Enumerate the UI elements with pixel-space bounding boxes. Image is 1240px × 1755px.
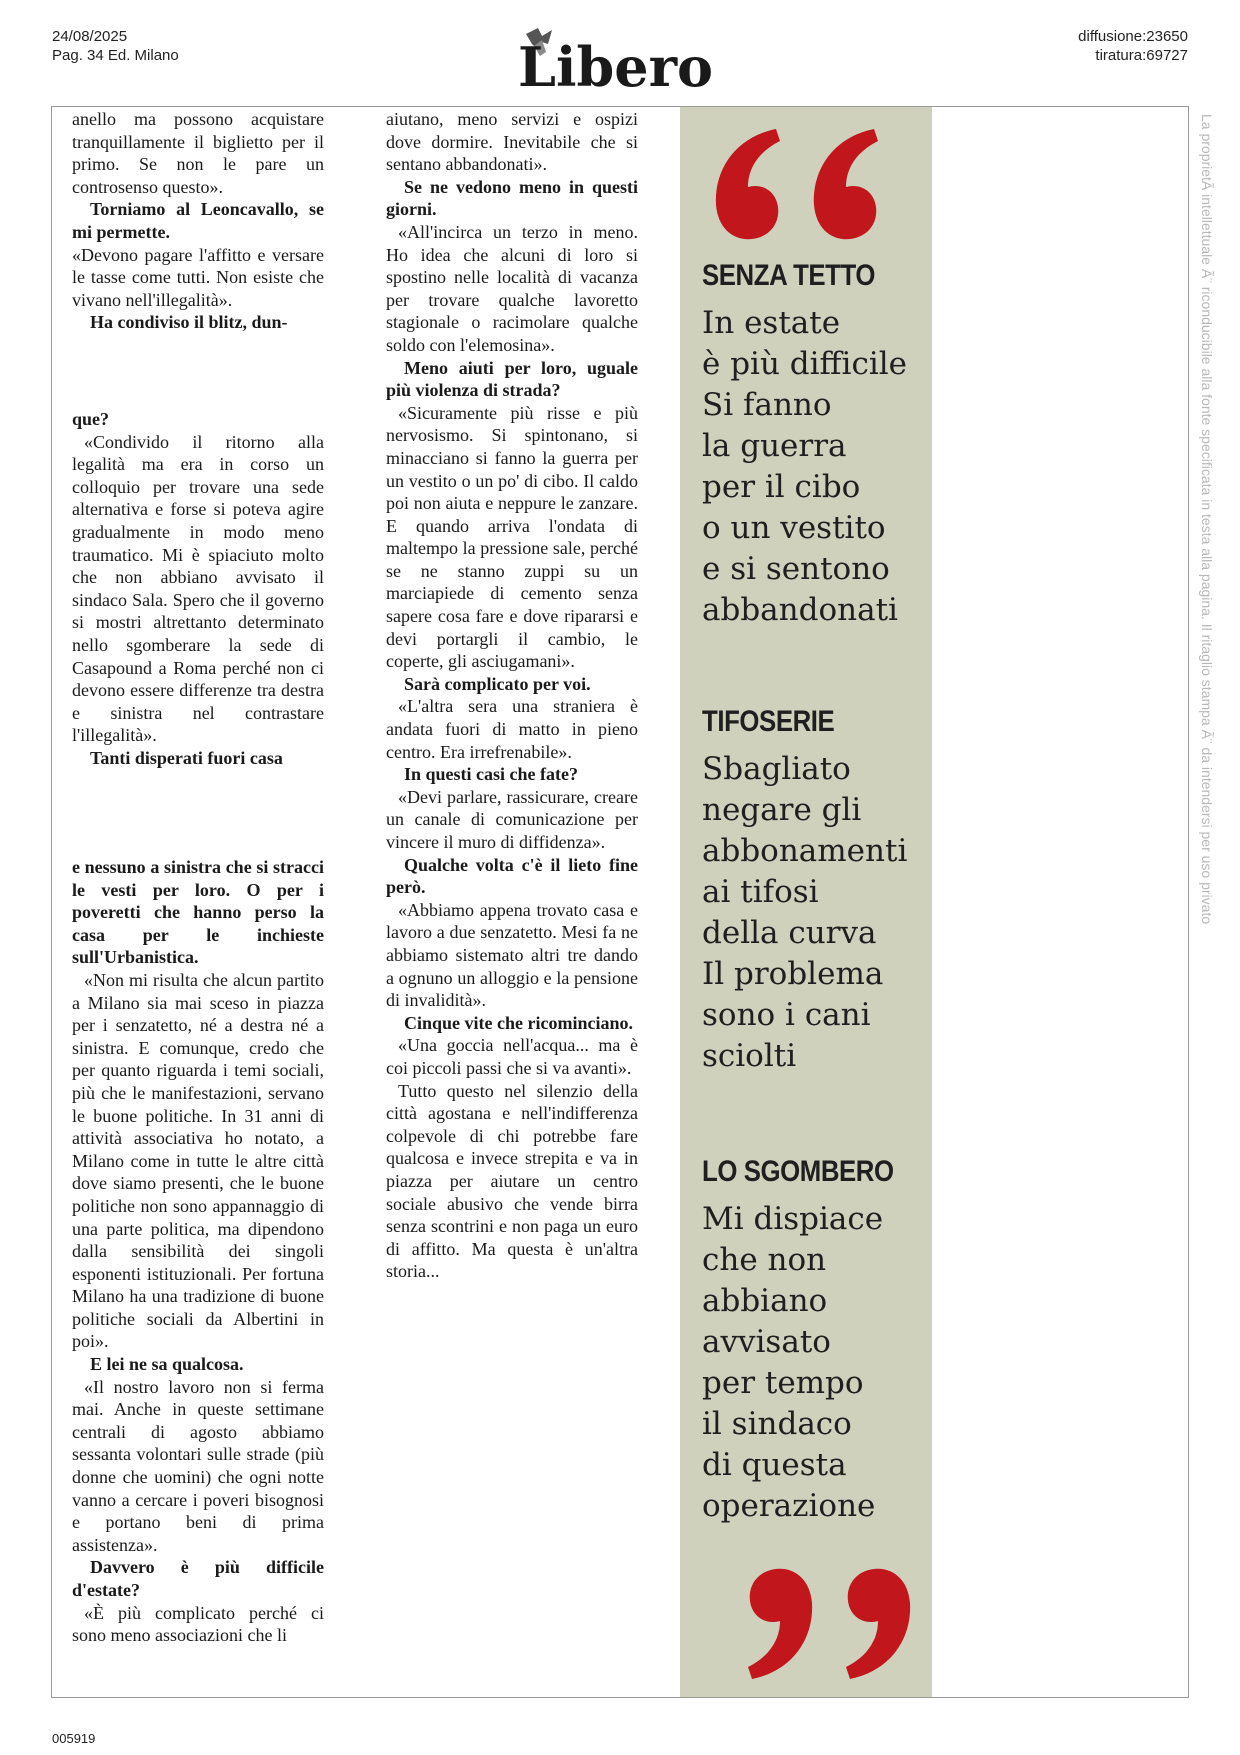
diffusione: diffusione:23650 <box>1078 28 1188 45</box>
copyright-notice <box>1199 114 1217 1094</box>
interview-answer: «È più complicato perché ci sono meno associazioni che li <box>72 1602 324 1646</box>
copyright-notice-text: La proprietÃ intellettuale Ã¨ riconducibile alla fonte specificata in testa alla pagina. Il ritaglio stampa Ã¨ da intendersi per uso privato <box>1199 114 1215 925</box>
date: 24/08/2025 <box>52 28 128 45</box>
interview-answer: anello ma possono acquistare tranquillamente il biglietto per il primo. Se non le pare un controsenso questo». <box>72 109 324 197</box>
interview-answer: «Abbiamo appena trovato casa e lavoro a due senzatetto. Mesi fa ne abbiamo sistemato altri tre dando a ognuno un alloggio e la pensione di invalidità». <box>386 899 638 1011</box>
sidebar-quote-1: In estate è più difficile Si fanno la guerra per il cibo o un vestito e si sentono abbandonati <box>702 305 908 628</box>
interview-question: Qualche volta c'è il lieto fine però. <box>386 854 638 898</box>
interview-answer: aiutano, meno servizi e ospizi dove dormire. Inevitabile che si sentano abbandonati». <box>386 109 638 175</box>
interview-question: Davvero è più difficile d'estate? <box>72 1557 324 1600</box>
quote-sidebar <box>680 107 932 1697</box>
sidebar-quote-3: Mi dispiace che non abbiano avvisato per tempo il sindaco di questa operazione <box>702 1201 884 1524</box>
article-column-1-middle <box>72 408 324 770</box>
interview-question: Torniamo al Leoncavallo, se mi permette. <box>72 199 324 242</box>
interview-question: E lei ne sa qualcosa. <box>90 1354 244 1375</box>
interview-answer: Tutto questo nel silenzio della città agostana e nell'indifferenza colpevole di chi potrebbe fare qualcosa e invece strepita e va in piazza per aiutare un centro sociale abusivo che vende birra senza scontrini e non paga un euro di affitto. Ma questa è un'altra storia... <box>386 1080 638 1282</box>
interview-question: que? <box>72 409 110 429</box>
article-column-1-bottom <box>72 856 324 1647</box>
interview-question: In questi casi che fate? <box>404 764 578 785</box>
article-column-2 <box>386 108 638 1283</box>
interview-question: Tanti disperati fuori casa <box>90 747 283 768</box>
header-meta-right <box>1078 27 1188 65</box>
close-quote-icon <box>732 1567 922 1692</box>
sidebar-heading-3: LO SGOMBERO <box>702 1155 894 1188</box>
interview-question: Meno aiuti per loro, uguale più violenza di strada? <box>386 357 638 401</box>
interview-answer: «Condivido il ritorno alla legalità ma era in corso un colloquio per trovare una sede alternativa e forse si poteva agire gradualmente in modo meno traumatico. Mi è spiaciuto molto che non abbiano avvisato il sindaco Sala. Spero che il governo si mostri altrettanto determinato nello sgomberare la sede di Casapound a Roma perché non ci devono essere differenze tra destra e sinistra nel contrastare l'illegalità». <box>72 431 324 746</box>
interview-answer: «Una goccia nell'acqua... ma è coi piccoli passi che si va avanti». <box>386 1035 638 1078</box>
sidebar-heading-1: SENZA TETTO <box>702 259 876 292</box>
interview-question: Cinque vite che ricominciano. <box>404 1012 633 1033</box>
interview-answer: «Non mi risulta che alcun partito a Milano sia mai sceso in piazza per i senzatetto, né a destra né a sinistra. E comunque, credo che per quanto riguarda i temi sociali, più che le manifestazioni, servano le buone politiche. In 31 anni di attività associativa ho notato, a Milano come in tutte le altre città dove siamo presenti, che le buone politiche non sono appannaggio di una parte politica, ma dipendono dalla sensibilità dei singoli esponenti istituzionali. Per fortuna Milano ha una tradizione di buone politiche sociali da Albertini in poi». <box>72 969 324 1352</box>
article-column-1-top <box>72 108 324 334</box>
interview-answer: «All'incirca un terzo in meno. Ho idea che alcuni di loro si spostino nelle località di vacanza per trovare qualche lavoretto stagionale o racimolare qualche soldo con l'elemosina». <box>386 221 638 355</box>
open-quote-icon <box>696 117 886 247</box>
interview-question: Ha condiviso il blitz, dun- <box>90 312 288 333</box>
interview-answer: «Il nostro lavoro non si ferma mai. Anche in queste settimane centrali di agosto abbiamo sessanta volontari sulle strade (più donne che uomini) che ogni notte vanno a cercare i poveri bisognosi e portano beni di prima assistenza». <box>72 1376 324 1555</box>
sidebar-quote-2: Sbagliato negare gli abbonamenti ai tifosi della curva Il problema sono i cani sciolti <box>702 751 908 1074</box>
page-code: 005919 <box>52 1731 96 1746</box>
logo-text: Libero <box>518 35 714 94</box>
interview-answer: «Devi parlare, rassicurare, creare un canale di comunicazione per vincere il muro di diffidenza». <box>386 786 638 852</box>
sidebar-heading-2: TIFOSERIE <box>702 705 835 738</box>
interview-answer: «L'altra sera una straniera è andata fuori di matto in pieno centro. Era irrefrenabile». <box>386 696 638 762</box>
tiratura: tiratura:69727 <box>1095 47 1188 64</box>
interview-answer: «Devono pagare l'affitto e versare le tasse come tutti. Non esiste che vivano nell'illegalità». <box>72 244 324 310</box>
header-meta-left <box>52 27 179 65</box>
libero-logo <box>512 22 732 94</box>
interview-question: Se ne vedono meno in questi giorni. <box>386 176 638 220</box>
interview-question: Sarà complicato per voi. <box>404 673 591 694</box>
page-edition: Pag. 34 Ed. Milano <box>52 47 179 64</box>
interview-answer: «Sicuramente più risse e più nervosismo. Si spintonano, si minacciano si fanno la guerra per un vestito o un po' di cibo. Il caldo poi non aiuta e neppure le zanzare. E quando arriva l'ondata di maltempo la pressione sale, perché se ne stanno zuppi su un marciapiede di cemento senza sapere cosa fare e dove ripararsi e devi portargli il cambio, le coperte, gli asciugamani». <box>386 402 638 672</box>
interview-question: e nessuno a sinistra che si stracci le vesti per loro. O per i poveretti che hanno perso la casa per le inchieste sull'Urbanistica. <box>72 857 324 968</box>
